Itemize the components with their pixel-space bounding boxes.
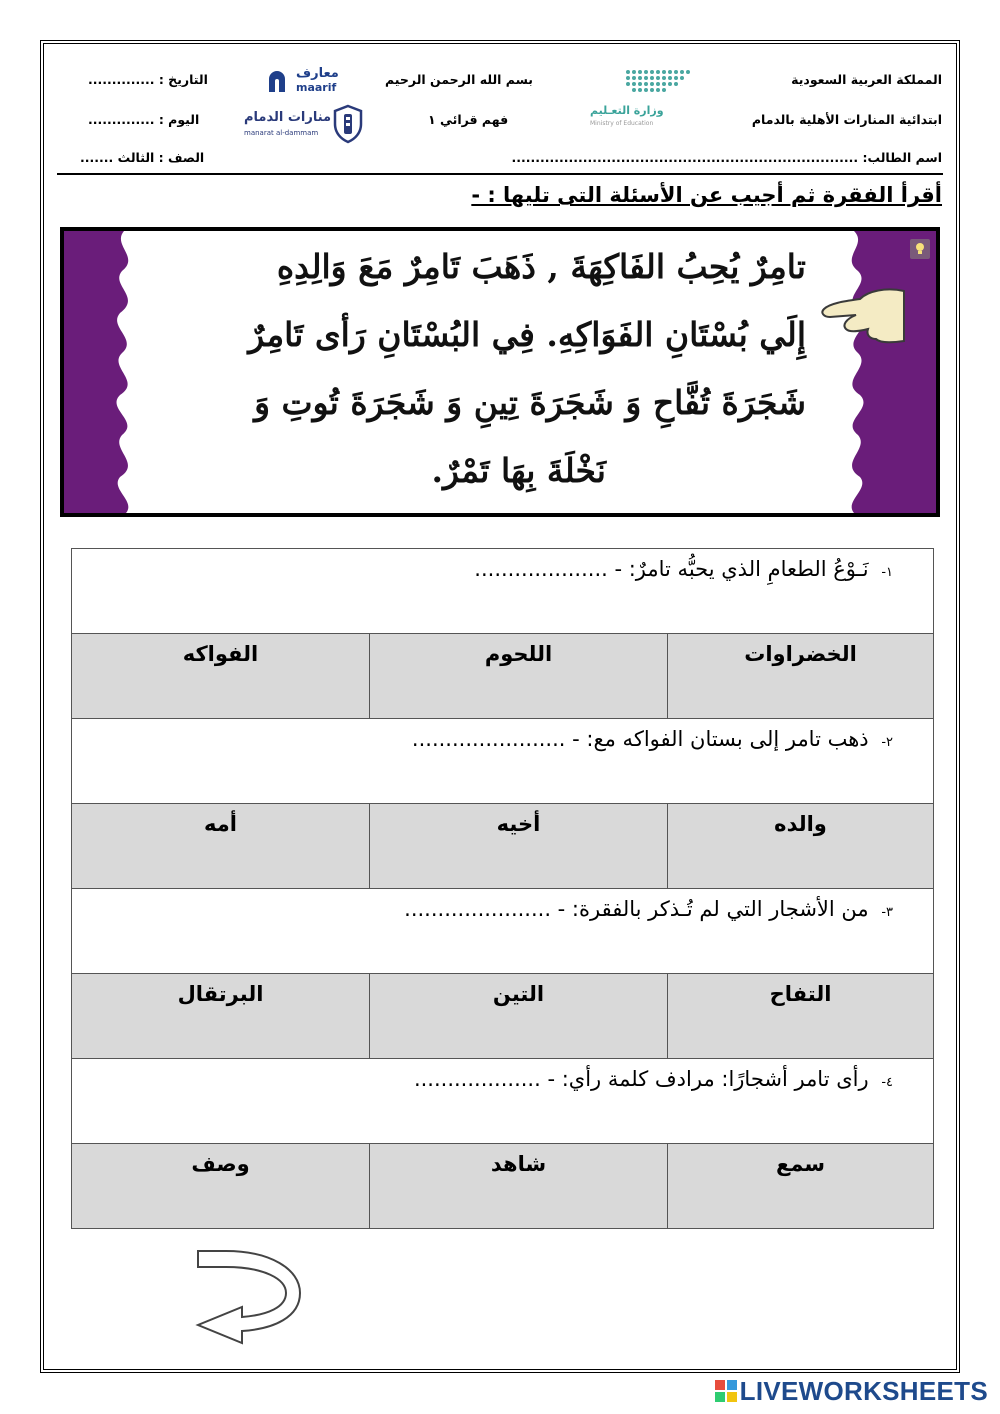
question-2	[72, 719, 933, 751]
option-label: شاهد	[490, 1152, 547, 1176]
question-row	[72, 1059, 934, 1144]
lightbulb-icon	[910, 239, 930, 259]
options-row	[72, 1144, 934, 1229]
school-label: ابتدائية المنارات الأهلية بالدمام	[751, 112, 942, 127]
option-cell[interactable]	[668, 634, 934, 719]
passage-line: إِلَي بُسْتَانِ الفَوَاكِهِ. فِي البُسْتَانِ رَأى تَامِرٌ	[248, 315, 806, 354]
question-text: من الأشجار التي لم تُـذكر بالفقرة: - ......................	[404, 897, 869, 921]
questions-table	[71, 548, 934, 1229]
question-1	[72, 549, 933, 581]
maarif-logo-en: maarif	[296, 81, 337, 94]
option-label: الفواكه	[182, 642, 259, 666]
option-label: والده	[774, 812, 827, 836]
passage-line: نَخْلَةَ بِهَا تَمْرٌ.	[431, 451, 606, 490]
option-label: اللحوم	[484, 642, 553, 666]
option-cell[interactable]	[370, 1144, 668, 1229]
liveworksheets-logo-icon	[714, 1379, 738, 1403]
option-label: أخيه	[496, 812, 541, 836]
class-field[interactable]: الصف : الثالث .......	[80, 150, 205, 165]
option-cell[interactable]	[370, 634, 668, 719]
school-logo-en: manarat al-dammam	[244, 129, 319, 137]
passage-line: شَجَرَةَ تُفَّاحِ وَ شَجَرَةَ تِينِ وَ شَجَرَةَ تُوتِ وَ	[254, 383, 806, 422]
shield-icon	[332, 104, 364, 144]
hand-icon	[816, 269, 906, 353]
option-label: أمه	[204, 812, 237, 836]
school-logo-text: منارات الدمام	[244, 110, 332, 125]
question-number: ١-	[881, 565, 894, 580]
options-row	[72, 804, 934, 889]
question-row	[72, 889, 934, 974]
day-field[interactable]: اليوم : ..............	[88, 112, 200, 127]
question-number: ٢-	[881, 735, 894, 750]
question-3	[72, 889, 933, 921]
country-label: المملكة العربية السعودية	[791, 72, 942, 87]
maarif-logo-text: معارف	[296, 66, 339, 81]
question-text: نَـوْعُ الطعامِ الذي يحبُّه تامرٌ: - ....................	[474, 557, 869, 581]
option-cell[interactable]	[668, 1144, 934, 1229]
question-row	[72, 719, 934, 804]
date-field[interactable]: التاريخ : ..............	[88, 72, 208, 87]
question-number: ٣-	[881, 905, 894, 920]
ministry-logo-text: وزارة التعـليم	[590, 104, 664, 117]
option-label: سمع	[775, 1152, 826, 1176]
option-label: وصف	[191, 1152, 250, 1176]
option-cell[interactable]	[72, 804, 370, 889]
question-text: ذهب تامر إلى بستان الفواكه مع: - .......................	[411, 727, 869, 751]
brand-text: LIVEWORKSHEETS	[739, 1376, 988, 1406]
instruction-heading: أقرأ الفقرة ثم أجيب عن الأسئلة التى تليها : -	[471, 183, 942, 207]
passage-line: تامِرٌ يُحِبُ الفَاكِهَةَ , ذَهَبَ تَامِرٌ مَعَ وَالِدِهِ	[276, 247, 806, 286]
student-name-field[interactable]: اسم الطالب: .........................................................................	[511, 150, 942, 165]
option-cell[interactable]	[72, 974, 370, 1059]
header-divider	[57, 173, 943, 175]
school-logo	[244, 104, 368, 148]
option-cell[interactable]	[370, 974, 668, 1059]
ministry-dots-icon	[588, 64, 698, 104]
ministry-logo-en: Ministry of Education	[590, 120, 654, 127]
option-cell[interactable]	[668, 804, 934, 889]
question-number: ٤-	[881, 1075, 894, 1090]
ministry-logo	[588, 64, 698, 132]
question-text: رأى تامر أشجارًا: مرادف كلمة رأي: - ...................	[413, 1067, 869, 1091]
maarif-mark-icon	[266, 69, 292, 95]
liveworksheets-brand[interactable]	[714, 1376, 988, 1407]
curved-arrow-icon[interactable]	[190, 1245, 310, 1355]
bismillah: بسم الله الرحمن الرحيم	[385, 72, 533, 87]
option-cell[interactable]	[72, 634, 370, 719]
question-4	[72, 1059, 933, 1091]
option-label: التين	[492, 982, 545, 1006]
lesson-title: فهم قرائي ١	[428, 112, 509, 127]
option-cell[interactable]	[668, 974, 934, 1059]
maarif-logo	[266, 66, 342, 98]
options-row	[72, 974, 934, 1059]
options-row	[72, 634, 934, 719]
option-cell[interactable]	[72, 1144, 370, 1229]
question-row	[72, 549, 934, 634]
reading-passage	[60, 227, 940, 517]
option-label: الخضراوات	[744, 642, 857, 666]
option-label: التفاح	[769, 982, 832, 1006]
option-cell[interactable]	[370, 804, 668, 889]
option-label: البرتقال	[177, 982, 264, 1006]
